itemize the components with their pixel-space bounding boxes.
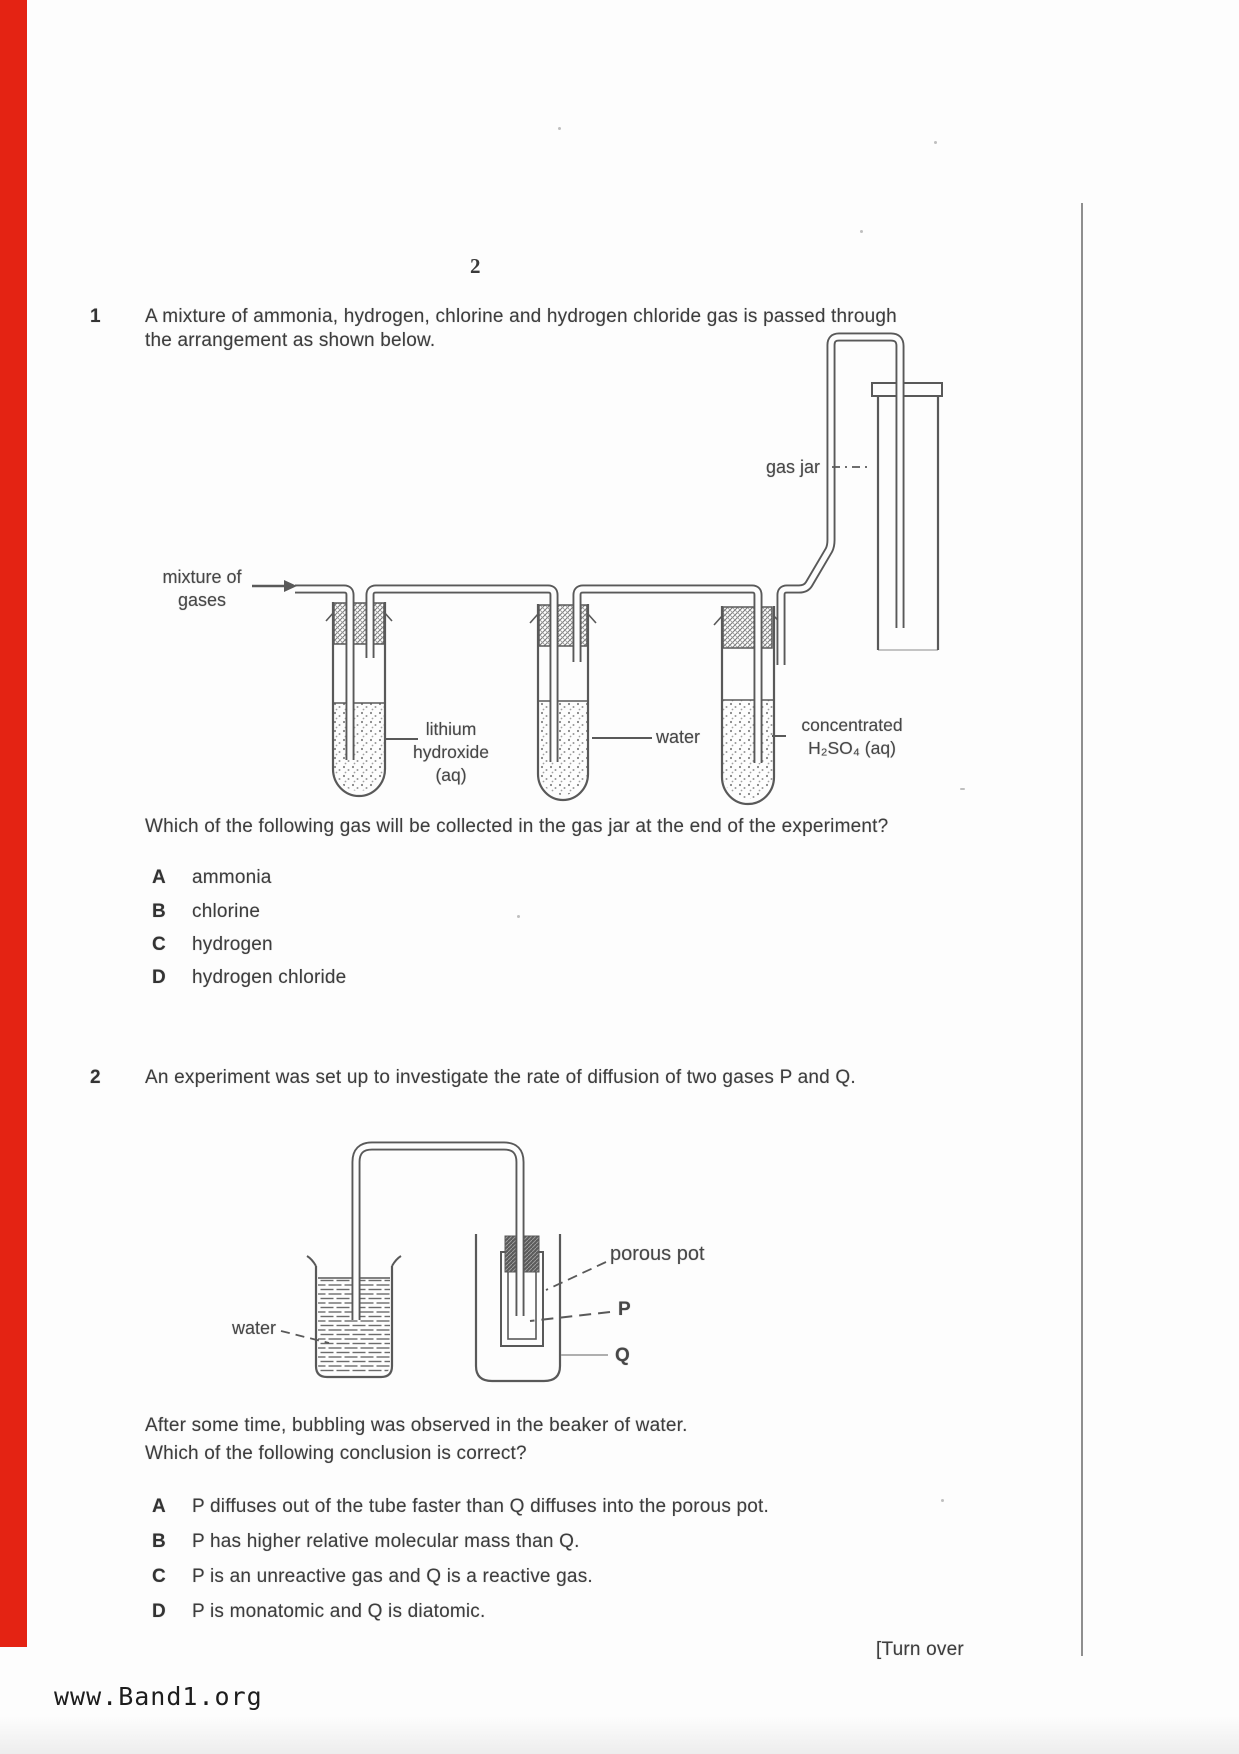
connecting-tube [356,1146,520,1320]
gas-jar [872,383,942,650]
q2-option-a-text: P diffuses out of the tube faster than Q diffuses into the porous pot. [192,1496,769,1517]
q1-option-b-letter: B [152,901,166,922]
water-label-q1: water [656,727,701,747]
q2-number: 2 [90,1067,101,1088]
scan-speck [934,141,937,144]
gas-p-label: P [618,1299,631,1320]
gas-flow-arrow [284,580,297,592]
scan-speck [941,1499,944,1502]
q2-leader-lines [281,1262,610,1355]
q1-prompt: Which of the following gas will be collected in the gas jar at the end of the experiment? [145,816,889,837]
mixture-of-gases-label [148,566,256,612]
scan-speck [517,915,520,918]
mixture-label-line1: mixture of [162,567,242,587]
q2-option-c-text: P is an unreactive gas and Q is a reactive gas. [192,1566,593,1587]
q2-option-a-letter: A [152,1496,166,1517]
q1-text-line2: the arrangement as shown below. [145,330,436,351]
delivery-pipes [295,337,900,763]
q1-option-d-letter: D [152,967,166,988]
water-label-q2: water [232,1318,277,1338]
q2-apparatus [281,1146,610,1381]
q2-option-d-text: P is monatomic and Q is diatomic. [192,1601,486,1622]
q1-option-a-letter: A [152,867,166,888]
outer-vessel [476,1234,560,1381]
lithium-label-line3: (aq) [435,765,467,785]
q1-option-d-text: hydrogen chloride [192,967,347,988]
q2-option-c-letter: C [152,1566,166,1587]
q2-note-line2: Which of the following conclusion is correct? [145,1443,527,1464]
q1-option-a-text: ammonia [192,867,272,888]
porous-pot-label: porous pot [610,1243,705,1265]
q2-note-line1: After some time, bubbling was observed in the beaker of water. [145,1415,688,1436]
q1-option-c-text: hydrogen [192,934,273,955]
page-bottom-shading [0,1716,1239,1754]
q1-text-line1: A mixture of ammonia, hydrogen, chlorine and hydrogen chloride gas is passed through [145,306,897,327]
wash-tube-2 [530,604,596,800]
conc-label-line2: H₂SO₄ (aq) [808,738,896,758]
scan-speck [558,127,561,130]
porous-pot [501,1236,543,1346]
lithium-hydroxide-label [400,718,502,787]
gas-q-label: Q [615,1345,630,1366]
page-number: 2 [470,254,481,278]
turn-over-note: [Turn over [876,1639,964,1660]
conc-label-line1: concentrated [801,715,903,735]
q1-option-b-text: chlorine [192,901,261,922]
q2-text: An experiment was set up to investigate the rate of diffusion of two gases P and Q. [145,1067,856,1088]
beaker [307,1256,401,1377]
scanner-red-stripe [0,0,27,1647]
q1-leader-lines [252,467,872,739]
q2-option-b-text: P has higher relative molecular mass than Q. [192,1531,580,1552]
conc-h2so4-label [786,714,918,760]
wash-tube-1 [326,602,392,796]
q2-option-d-letter: D [152,1601,166,1622]
lithium-label-line1: lithium [425,719,477,739]
scan-speck [960,788,965,790]
lithium-label-line2: hydroxide [413,742,489,762]
q1-number: 1 [90,306,101,327]
q2-option-b-letter: B [152,1531,166,1552]
watermark-url: www.Band1.org [54,1682,263,1711]
mixture-label-line2: gases [177,590,227,610]
wash-tube-3 [714,606,782,804]
scan-speck [860,230,863,233]
page-edge-line [1081,203,1083,1656]
gas-jar-label: gas jar [766,457,821,477]
q1-option-c-letter: C [152,934,166,955]
